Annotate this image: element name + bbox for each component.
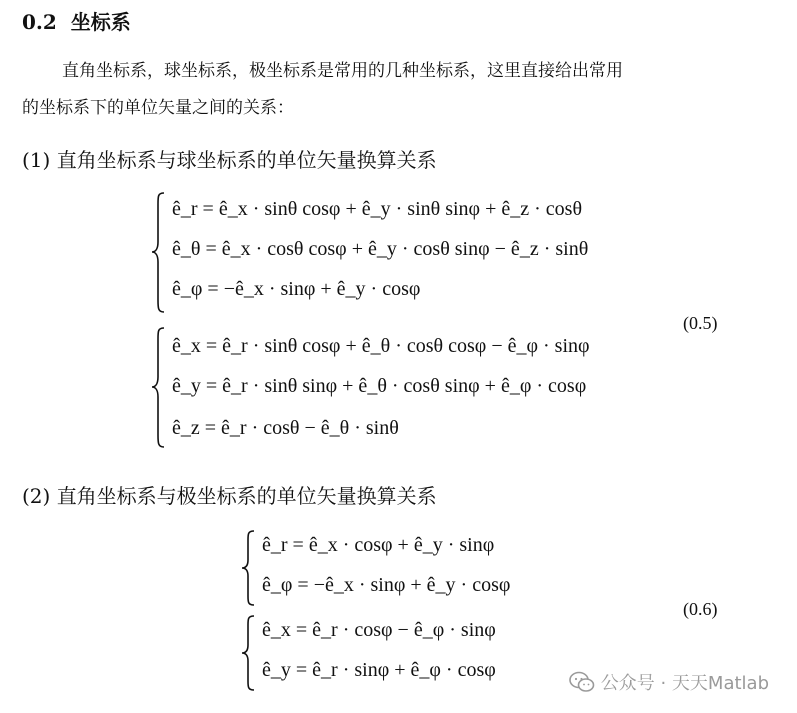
left-brace-icon [150, 325, 166, 450]
subsection-1-label: (1) 直角坐标系与球坐标系的单位矢量换算关系 [22, 148, 437, 172]
equation-line: ê_φ = −ê_x · sinφ + ê_y · cosφ [262, 574, 511, 596]
equation-line: ê_θ = ê_x · cosθ cosφ + ê_y · cosθ sinφ − ê_z · sinθ [172, 238, 589, 260]
equation-system-polar-from-cart [240, 528, 540, 608]
left-brace-icon [240, 613, 256, 693]
wechat-icon [569, 671, 595, 693]
left-brace-icon [240, 528, 256, 608]
equation-line: ê_y = ê_r · sinθ sinφ + ê_θ · cosθ sinφ + ê_φ · cosφ [172, 375, 587, 397]
equation-number-0-6: (0.6) [683, 599, 718, 619]
equation-line: ê_x = ê_r · cosφ − ê_φ · sinφ [262, 619, 496, 641]
section-title: 坐标系 [70, 10, 131, 34]
left-brace-icon [150, 190, 166, 315]
intro-line-1: 直角坐标系，球坐标系，极坐标系是常用的几种坐标系，这里直接给出常用 [62, 61, 623, 81]
watermark-text: 公众号 · 天天Matlab [600, 673, 769, 694]
section-heading [22, 6, 131, 35]
equation-line: ê_x = ê_r · sinθ cosφ + ê_θ · cosθ cosφ − ê_φ · sinφ [172, 335, 590, 357]
subsection-2-label: (2) 直角坐标系与极坐标系的单位矢量换算关系 [22, 484, 437, 508]
equation-system-cart-from-polar [240, 613, 540, 693]
equation-number-0-5: (0.5) [683, 313, 718, 333]
watermark [569, 669, 769, 695]
intro-line-2: 的坐标系下的单位矢量之间的关系： [22, 98, 294, 118]
equation-line: ê_y = ê_r · sinφ + ê_φ · cosφ [262, 659, 496, 681]
equation-line: ê_φ = −ê_x · sinφ + ê_y · cosφ [172, 278, 421, 300]
equation-line: ê_r = ê_x · cosφ + ê_y · sinφ [262, 534, 495, 556]
equation-line: ê_z = ê_r · cosθ − ê_θ · sinθ [172, 417, 399, 439]
equation-line: ê_r = ê_x · sinθ cosφ + ê_y · sinθ sinφ + ê_z · cosθ [172, 198, 583, 220]
equation-system-cart-to-sph [150, 325, 610, 450]
section-number: 0.2 [22, 10, 57, 34]
equation-system-sph-to-cart [150, 190, 610, 315]
